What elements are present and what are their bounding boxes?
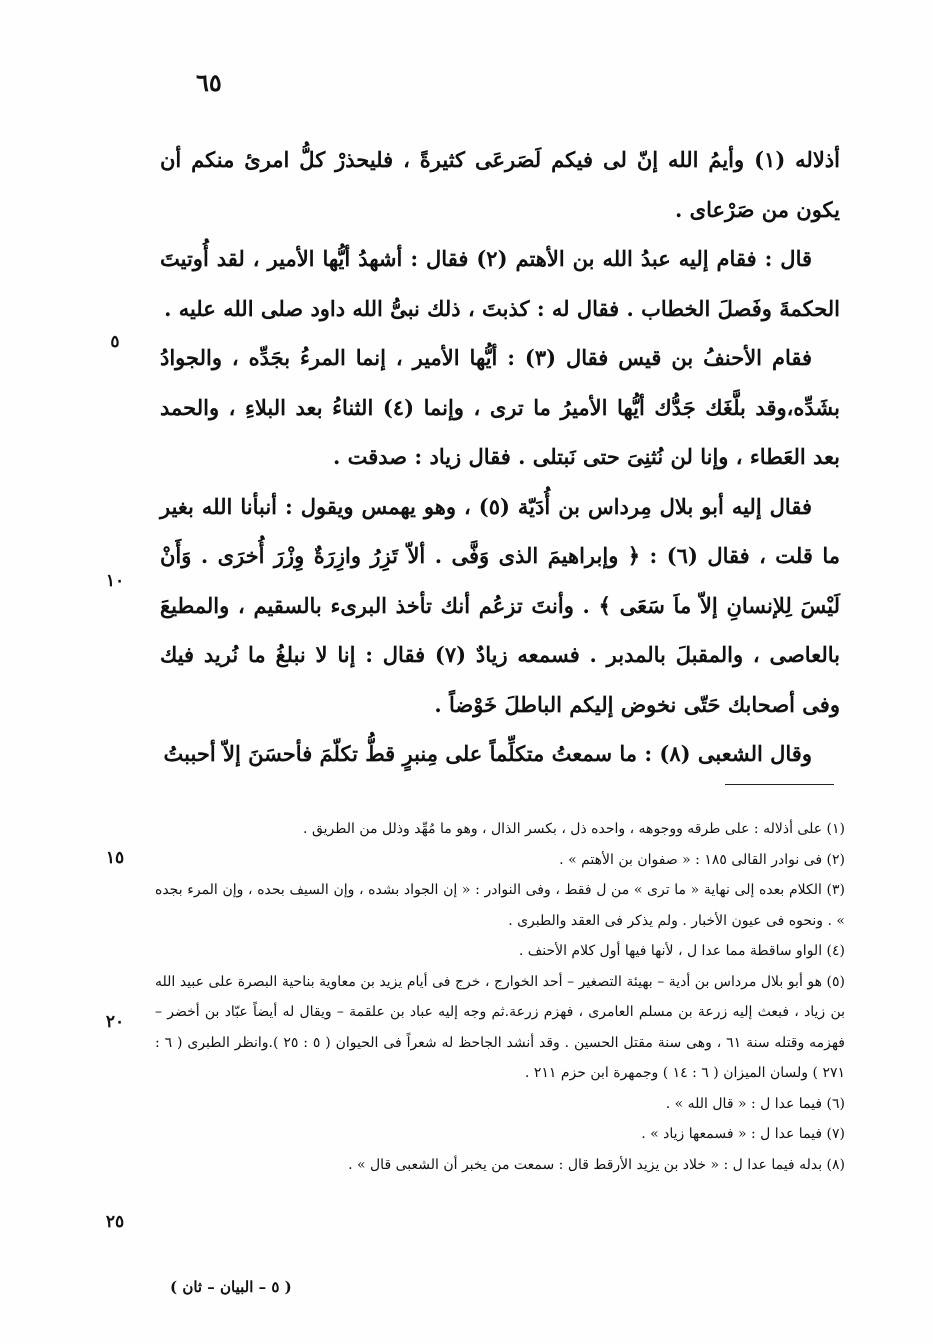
footnote: (٤) الواو ساقطة مما عدا ل ، لأنها فيها أول كلام الأحنف . xyxy=(518,943,845,959)
footnote: (٣) الكلام بعده إلى نهاية « ما ترى » من ل فقط ، وفى النوادر : « إن الجواد بشده ، وإن السيف بحده ، وإن المرء بجده » . ونحوه فى عيون الأخبار . ولم يذكر فى العقد والطبرى . xyxy=(155,882,845,929)
footnotes xyxy=(155,814,845,1180)
paragraph: فقال إليه أبو بلال مِرداس بن أُدَيّة (٥) ، وهو يهمس ويقول : أنبأنا الله بغير ما قلت ، فقال (٦) : ﴿ وإبراهيمَ الذى وَفَّى . ألاّ تَزِرُ وازِرَةٌ وِزْرَ أُخرَى . وَأَنْ لَيْسَ لِلإنسانِ إلاّ ماَ سَعَى ﴾ . وأنتَ تزعُم أنك تأخذ البرىء بالسقيم ، والمطيعَ بالعاصى ، والمقبلَ بالمدبر . فسمعه زيادٌ (٧) فقال : إنا لا نبلغُ ما نُريد فيك وفى أصحابك حَتّى نخوض إليكم الباطلَ خَوْضاً . xyxy=(160,493,840,717)
paragraph: فقام الأحنفُ بن قيس فقال (٣) : أيُّها الأمير ، إنما المرءُ بجَدِّه ، والجوادُ بشَدِّه،وقد بلَّغَك جَدُّك أيُّها الأميرُ ما ترى ، وإنما (٤) الثناءُ بعد البلاءِ ، والحمد بعد العَطاء ، وإنا لن نُثنِىَ حتى نَبتلى . فقال زياد : صدقت . xyxy=(160,345,841,469)
page-number: ٦٥ xyxy=(196,68,222,97)
footnote: (٨) بدله فيما عدا ل : « خلاد بن يزيد الأرقط قال : سمعت من يخبر أن الشعبى قال » . xyxy=(348,1156,845,1173)
line-number: ٢٥ xyxy=(105,1212,125,1232)
main-text xyxy=(160,135,840,779)
footnote-divider xyxy=(725,784,834,785)
paragraph: قال : فقام إليه عبدُ الله بن الأهتم (٢) فقال : أشهدُ أيُّها الأمير ، لقد أُوتيتَ الحكمةَ وفَصلَ الخطاب . فقال له : كذبتَ ، ذلك نبىُّ الله داود صلى الله عليه . xyxy=(160,246,840,321)
footnote: (٥) هو أبو بلال مرداس بن أدية – بهيئة التصغير – أحد الخوارج ، خرج فى أيام يزيد بن معاوية بناحية البصرة على عبيد الله بن زياد ، فبعث إليه زرعة بن مسلم العامرى ، فهزم زرعة.ثم وجه إليه عباد بن علقمة – ويقال له أيضاً عبّاد بن أخضر – فهزمه وقتله سنة ٦١ ، وهى سنة مقتل الحسين . وقد أنشد الجاحظ له شعراً فى الحيوان ( ٥ : ٢٥ ).وانظر الطبرى ( ٦ : ٢٧١ ) ولسان الميزان ( ٦ : ١٤ ) وجمهرة ابن حزم ٢١١ . xyxy=(155,973,845,1081)
footnote: (١) على أذلاله : على طرقه ووجوهه ، واحده ذل ، بكسر الذال ، وهو ما مُهِّد وذلل من الطريق . xyxy=(303,821,845,837)
footnote: (٦) فيما عدا ل : « قال الله » . xyxy=(665,1095,845,1112)
line-number: ١٥ xyxy=(105,848,125,868)
footnote: (٧) فيما عدا ل : « فسمعها زياد » . xyxy=(641,1126,845,1142)
paragraph: أذلاله (١) وأيمُ الله إنّ لى فيكم لَصَرعَى كثيرةً ، فليحذرْ كلُّ امرئ منكم أن يكون من صَرْعاى . xyxy=(160,147,840,222)
signature-mark: ( ٥ – البيان – ثان ) xyxy=(170,1278,292,1296)
paragraph: وقال الشعبى (٨) : ما سمعتُ متكلِّماً على مِنبرٍ قطُّ تكلّمَ فأحسَنَ إلاّ أحببتُ xyxy=(163,741,812,766)
line-number: ١٠ xyxy=(105,571,125,591)
line-number: ٥ xyxy=(110,332,120,352)
footnote: (٢) فى نوادر القالى ١٨٥ : « صفوان بن الأهتم » . xyxy=(559,851,845,868)
line-number: ٢٠ xyxy=(105,1012,125,1032)
